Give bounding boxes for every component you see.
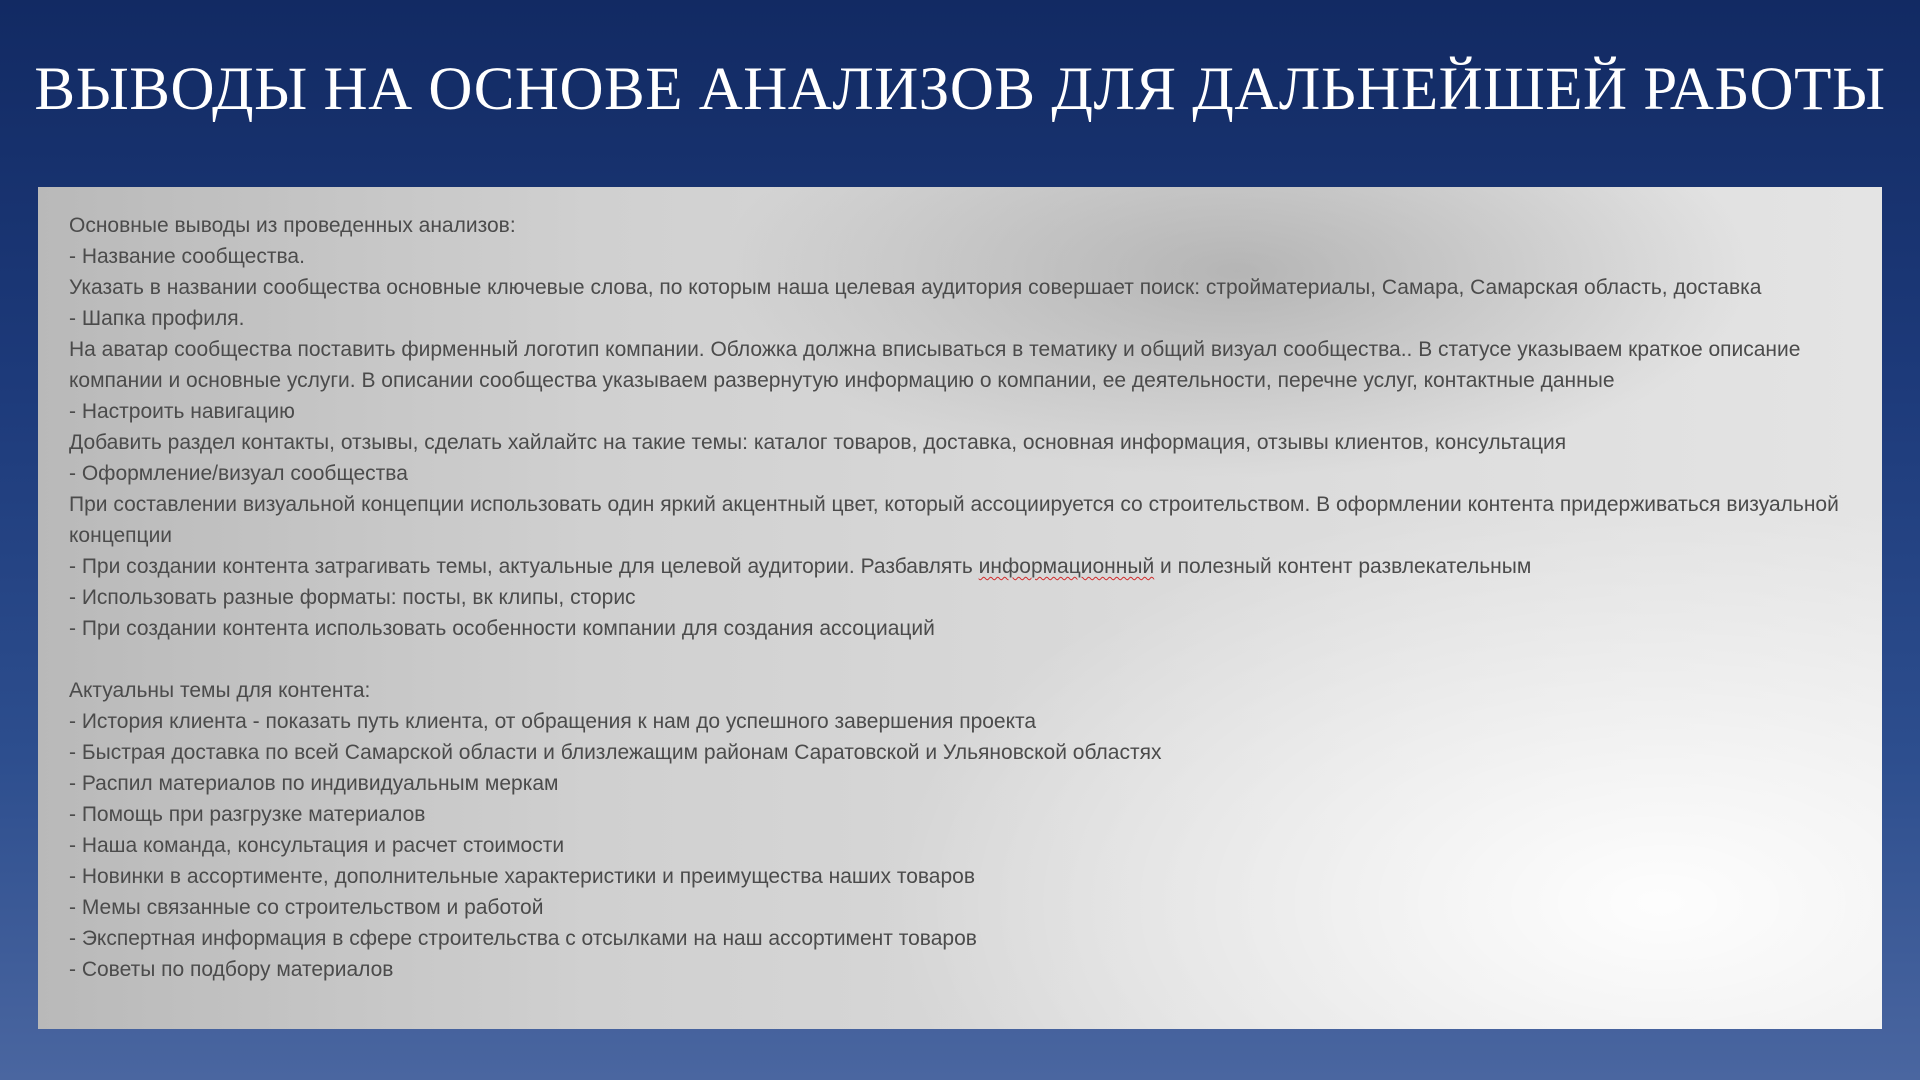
conclusion-line: Указать в названии сообщества основные ключевые слова, по которым наша целевая аудитория совершает поиск: стройматериалы, Самара, Самарская область, доставка [69, 276, 1762, 299]
conclusion-line: - Название сообщества. [69, 245, 305, 268]
content-line-before: - При создании контента затрагивать темы, актуальные для целевой аудитории. Разбавлять [69, 555, 979, 578]
topics-heading: Актуальны темы для контента: [69, 679, 371, 702]
topic-line: - Распил материалов по индивидуальным меркам [69, 772, 559, 795]
conclusions-heading: Основные выводы из проведенных анализов: [69, 214, 516, 237]
conclusion-line: - Шапка профиля. [69, 307, 245, 330]
conclusion-line: - Использовать разные форматы: посты, вк клипы, сторис [69, 586, 636, 609]
blank-line [69, 644, 1852, 675]
conclusion-line: - Оформление/визуал сообщества [69, 462, 408, 485]
conclusion-line-content [69, 551, 1852, 582]
conclusion-line: - При создании контента использовать особенности компании для создания ассоциаций [69, 617, 935, 640]
content-line-after: и полезный контент развлекательным [1154, 555, 1532, 578]
text-lines [69, 210, 1852, 985]
conclusion-line: На аватар сообщества поставить фирменный логотип компании. Обложка должна вписываться в тематику и общий визуал сообщества.. В статусе указываем краткое описание компании и основные услуги. В описании сообщества указываем развернутую информацию о компании, ее деятельности, перечне услуг, контактные данные [69, 338, 1801, 392]
topic-line: - Мемы связанные со строительством и работой [69, 896, 544, 919]
spellcheck-word: информационный [978, 555, 1155, 578]
topic-line: - История клиента - показать путь клиента, от обращения к нам до успешного завершения проекта [69, 710, 1037, 733]
topic-line: - Новинки в ассортименте, дополнительные характеристики и преимущества наших товаров [69, 865, 976, 888]
conclusion-line: При составлении визуальной концепции использовать один яркий акцентный цвет, который ассоциируется со строительством. В оформлении контента придерживаться визуальной концепции [69, 493, 1839, 547]
topic-line: - Советы по подбору материалов [69, 958, 394, 981]
topic-line: - Наша команда, консультация и расчет стоимости [69, 834, 565, 857]
conclusion-line: - Настроить навигацию [69, 400, 295, 423]
topic-line: - Помощь при разгрузке материалов [69, 803, 426, 826]
topic-line: - Экспертная информация в сфере строительства с отсылками на наш ассортимент товаров [69, 927, 977, 950]
topic-line: - Быстрая доставка по всей Самарской области и близлежащим районам Саратовской и Ульяновской областях [69, 741, 1162, 764]
content-panel [38, 187, 1882, 1029]
conclusion-line: Добавить раздел контакты, отзывы, сделать хайлайтс на такие темы: каталог товаров, доставка, основная информация, отзывы клиентов, консультация [69, 431, 1567, 454]
slide-title: ВЫВОДЫ НА ОСНОВЕ АНАЛИЗОВ ДЛЯ ДАЛЬНЕЙШЕЙ РАБОТЫ [34, 56, 1886, 123]
